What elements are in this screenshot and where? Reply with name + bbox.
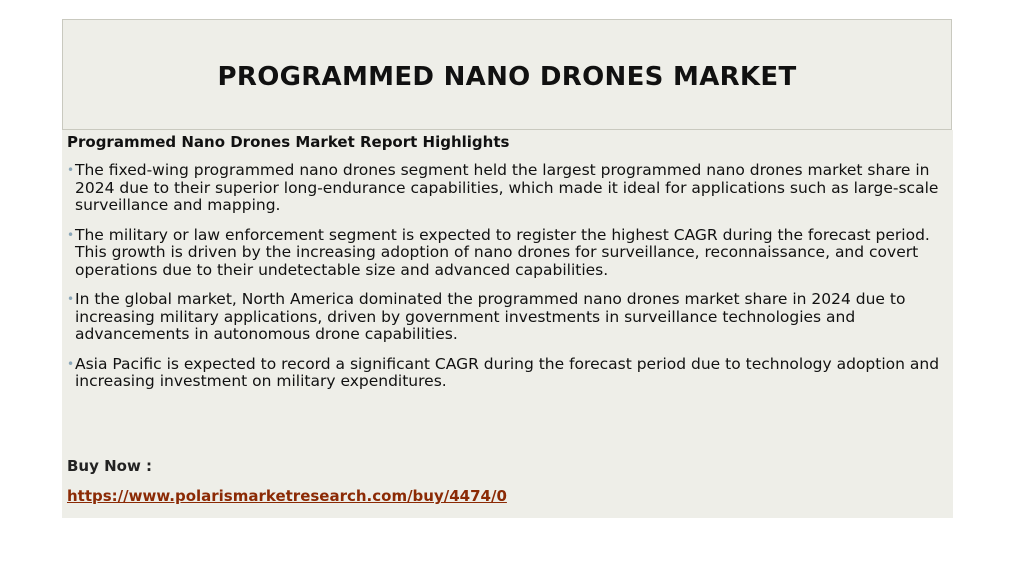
bullet-icon: • [67, 163, 75, 177]
bullet-icon: • [67, 227, 75, 242]
slide-title: PROGRAMMED NANO DRONES MARKET [217, 61, 797, 92]
bullet-text: The fixed-wing programmed nano drones segment held the largest programmed nano drones market share in 2024 due to their superior long-endurance capabilities, which made it ideal for applications such as large-scale surveillance and mapping. [75, 161, 939, 214]
title-panel [62, 19, 952, 130]
highlights-heading: Programmed Nano Drones Market Report Highlights [67, 133, 510, 151]
bullet-icon: • [67, 292, 75, 306]
buy-now-label: Buy Now : [67, 457, 153, 475]
list-item [67, 291, 947, 344]
list-item [67, 356, 947, 391]
bullet-text: The military or law enforcement segment is expected to register the highest CAGR during the forecast period. This growth is driven by the increasing adoption of nano drones for surveillance, reconnaissance, and covert operations due to their undetectable size and advanced capabilities. [75, 225, 930, 279]
list-item [67, 162, 947, 215]
list-item [67, 227, 947, 280]
highlights-list [67, 162, 947, 391]
buy-now-link[interactable]: https://www.polarismarketresearch.com/buy/4474/0 [67, 487, 507, 505]
content-panel [62, 130, 953, 518]
bullet-text: In the global market, North America dominated the programmed nano drones market share in 2024 due to increasing military applications, driven by government investments in surveillance technologies and advancements in autonomous drone capabilities. [75, 290, 906, 343]
bullet-icon: • [67, 356, 75, 371]
bullet-text: Asia Pacific is expected to record a significant CAGR during the forecast period due to technology adoption and increasing investment on military expenditures. [75, 354, 940, 390]
